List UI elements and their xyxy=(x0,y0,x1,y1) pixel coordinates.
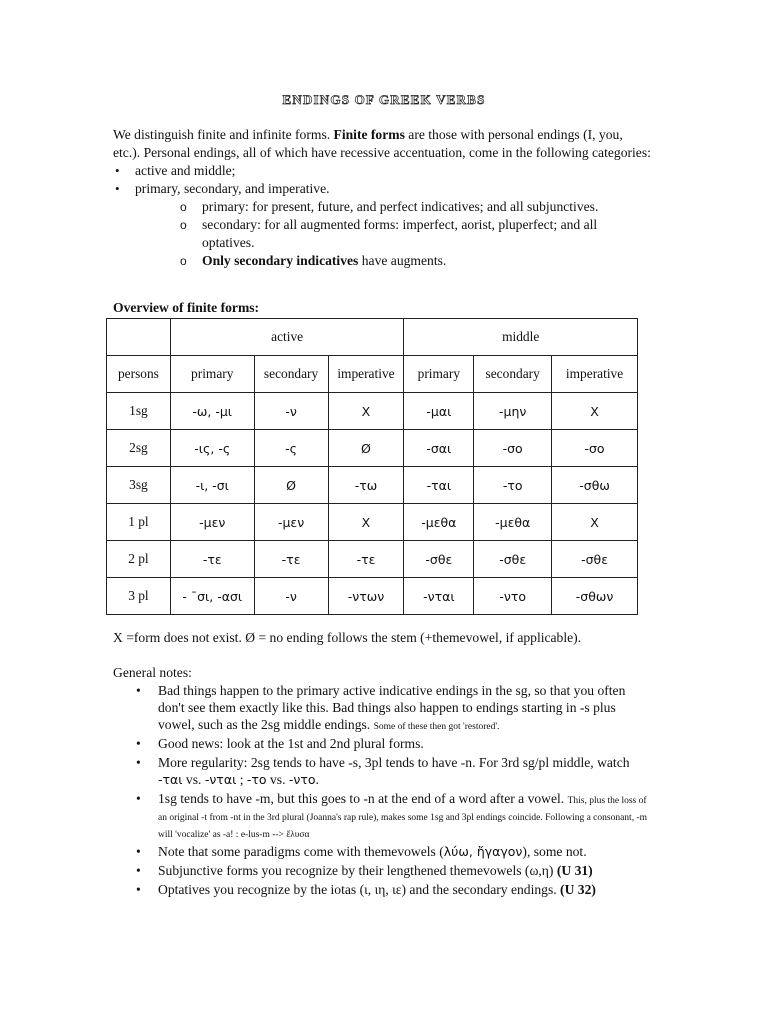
table-cell: X xyxy=(328,393,404,430)
note-text: Optatives you recognize by the iotas (ι, ιη, ιε) and the secondary endings. xyxy=(158,882,561,897)
table-group-header-row xyxy=(107,319,638,356)
intro-bold-finite-forms: Finite forms xyxy=(333,127,405,142)
table-header-row xyxy=(107,356,638,393)
table-cell: -το xyxy=(474,467,552,504)
note-text: ), some not. xyxy=(522,844,587,859)
table-cell-person: 2sg xyxy=(107,430,171,467)
table-cell: -τε xyxy=(328,541,404,578)
group-header-middle: middle xyxy=(404,319,638,356)
table-legend: X =form does not exist. Ø = no ending follows the stem (+themevowel, if applicable). xyxy=(113,630,582,645)
finite-forms-table xyxy=(106,318,638,615)
sub-list xyxy=(135,198,653,270)
table-cell-person: 1 pl xyxy=(107,504,171,541)
table-cell: -σθε xyxy=(474,541,552,578)
table-cell: -σθε xyxy=(404,541,474,578)
table-cell: -μην xyxy=(474,393,552,430)
table-cell: X xyxy=(328,504,404,541)
table-cell-person: 1sg xyxy=(107,393,171,430)
table-cell: -ντο xyxy=(474,578,552,615)
column-header: primary xyxy=(404,356,474,393)
column-header: imperative xyxy=(552,356,638,393)
table-cell: -μεθα xyxy=(474,504,552,541)
table-cell: -ω, -μι xyxy=(170,393,254,430)
list-item: • active and middle; xyxy=(113,162,653,180)
note-greek: -νται xyxy=(204,772,237,787)
table-row xyxy=(107,578,638,615)
sub-item-text: have augments. xyxy=(358,253,447,268)
note-text: 1sg tends to have -m, but this goes to -n at the end of a word after a vowel. xyxy=(158,791,568,806)
table-row xyxy=(107,541,638,578)
note-greek: -ται xyxy=(158,772,183,787)
table-cell: -ς xyxy=(254,430,328,467)
column-header: persons xyxy=(107,356,171,393)
table-cell: -σθω xyxy=(552,467,638,504)
general-notes-heading: General notes: xyxy=(113,665,192,680)
table-cell: -ν xyxy=(254,578,328,615)
sub-list-item: o primary: for present, future, and perfect indicatives; and all subjunctives. xyxy=(180,198,653,216)
note-small-text: This, plus the loss of an original -t from -nt in the 3rd plural (Joanna's rap rule), makes some 1sg and 3pl endings coincide. Following a consonant, -m will 'vocalize' as -a! : e-lus-m --> ἔλυσα xyxy=(158,796,648,840)
table-row xyxy=(107,504,638,541)
intro-paragraph xyxy=(113,126,653,162)
table-cell: -τε xyxy=(170,541,254,578)
column-header: secondary xyxy=(474,356,552,393)
sub-list-item xyxy=(180,252,653,270)
note-greek: λύω, ἤγαγον xyxy=(443,844,523,859)
table-cell: -μεν xyxy=(254,504,328,541)
table-cell: -σαι xyxy=(404,430,474,467)
table-cell: X xyxy=(552,504,638,541)
note-text: vs. xyxy=(266,772,289,787)
table-cell-person: 3sg xyxy=(107,467,171,504)
category-list xyxy=(113,162,653,270)
table-cell: -ντων xyxy=(328,578,404,615)
table-cell: -σθων xyxy=(552,578,638,615)
note-text: Subjunctive forms you recognize by their lengthened themevowels (ω,η) xyxy=(158,863,557,878)
note-text: . xyxy=(315,772,319,787)
group-header-active: active xyxy=(170,319,404,356)
table-cell: -μεν xyxy=(170,504,254,541)
column-header: secondary xyxy=(254,356,328,393)
table-cell: -μαι xyxy=(404,393,474,430)
intro-section xyxy=(113,126,653,270)
table-cell-person: 3 pl xyxy=(107,578,171,615)
note-bold-ref: (U 32) xyxy=(560,882,596,897)
table-cell: -τε xyxy=(254,541,328,578)
table-cell: Ø xyxy=(254,467,328,504)
list-item xyxy=(135,881,655,898)
table-cell: -σθε xyxy=(552,541,638,578)
general-notes-list xyxy=(135,682,655,900)
list-item xyxy=(135,754,655,788)
table-cell: -ις, -ς xyxy=(170,430,254,467)
overview-heading: Overview of finite forms: xyxy=(113,300,260,315)
note-bold-ref: (U 31) xyxy=(556,863,593,878)
column-header: imperative xyxy=(328,356,404,393)
table-cell: Ø xyxy=(328,430,404,467)
table-cell: -τω xyxy=(328,467,404,504)
table-cell: -ται xyxy=(404,467,474,504)
intro-text-b: are those with personal endings (I, you, etc.). Personal endings, all of which have recessive accentuation, come in the following categories: xyxy=(113,127,651,160)
note-text: Bad things happen to the primary active indicative endings in the sg, so that you often don't see them exactly like this. Bad things also happen to endings starting in -s plus vowel, such as the 2sg middle endings. xyxy=(158,683,626,732)
table-cell: -σο xyxy=(474,430,552,467)
table-row xyxy=(107,467,638,504)
table-row xyxy=(107,430,638,467)
list-item-text: primary, secondary, and imperative. xyxy=(135,181,330,196)
note-text: vs. xyxy=(182,772,205,787)
note-text: More regularity: 2sg tends to have -s, 3pl tends to have -n. For 3rd sg/pl middle, watch xyxy=(158,755,630,770)
note-text: Note that some paradigms come with themevowels ( xyxy=(158,844,444,859)
table-cell: -σο xyxy=(552,430,638,467)
table-cell: X xyxy=(552,393,638,430)
list-item xyxy=(135,682,655,733)
page-title: ENDINGS OF GREEK VERBS xyxy=(282,92,486,107)
intro-text-a: We distinguish finite and infinite forms. xyxy=(113,127,334,142)
table-row xyxy=(107,393,638,430)
table-corner-cell xyxy=(107,319,171,356)
table-cell: -μεθα xyxy=(404,504,474,541)
list-item xyxy=(135,790,655,841)
table-cell: -νται xyxy=(404,578,474,615)
note-greek: -το xyxy=(246,772,267,787)
list-item xyxy=(113,180,653,270)
note-small-text: Some of these then got 'restored'. xyxy=(373,722,500,732)
list-item xyxy=(135,843,655,860)
sub-list-item: o secondary: for all augmented forms: imperfect, aorist, pluperfect; and all optatives. xyxy=(180,216,653,252)
table-cell-person: 2 pl xyxy=(107,541,171,578)
table-cell: - ¯σι, -ασι xyxy=(170,578,254,615)
note-text: ; xyxy=(236,772,247,787)
sub-item-bold: Only secondary indicatives xyxy=(202,253,359,268)
list-item xyxy=(135,862,655,879)
note-greek: -ντο xyxy=(288,772,316,787)
column-header: primary xyxy=(170,356,254,393)
table-cell: -ι, -σι xyxy=(170,467,254,504)
table-cell: -ν xyxy=(254,393,328,430)
list-item: • Good news: look at the 1st and 2nd plural forms. xyxy=(135,735,655,752)
